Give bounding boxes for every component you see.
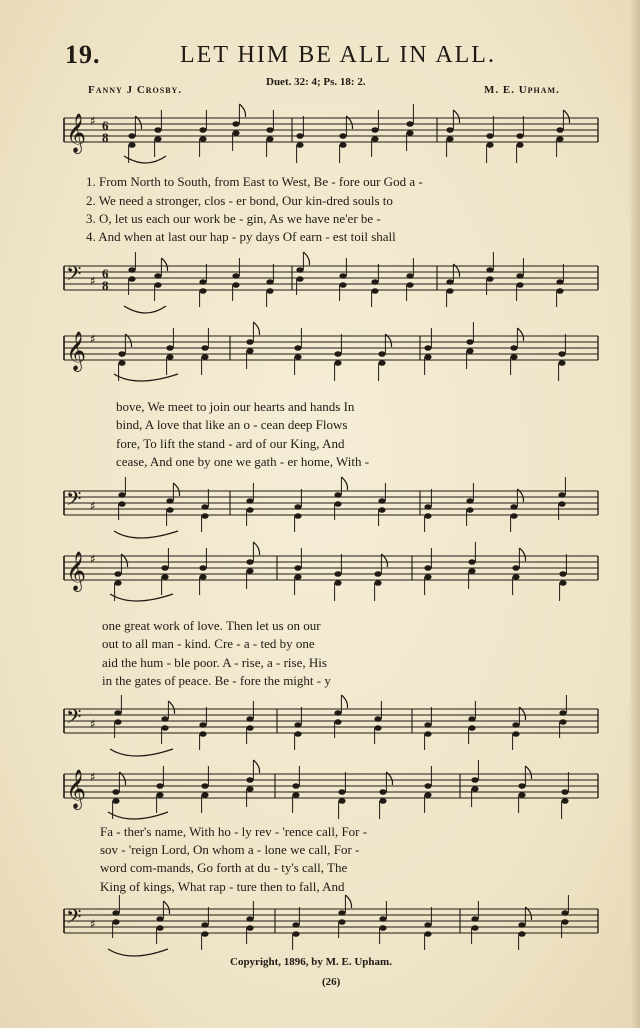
- note-flag: [173, 483, 179, 496]
- treble-notehead: [296, 142, 303, 148]
- note-flag: [563, 110, 569, 123]
- time-signature-bottom: 8: [102, 130, 109, 145]
- slur: [124, 306, 166, 313]
- treble-notehead: [468, 559, 475, 565]
- treble-notehead: [559, 571, 566, 577]
- bass-notehead: [161, 725, 168, 731]
- bass-notehead: [201, 922, 208, 928]
- treble-notehead: [156, 783, 163, 789]
- bass-notehead: [201, 931, 208, 937]
- treble-notehead: [266, 136, 273, 142]
- bass-notehead: [486, 276, 493, 282]
- treble-notehead: [199, 136, 206, 142]
- bass-notehead: [201, 513, 208, 519]
- bass-notehead: [114, 719, 121, 725]
- treble-notehead: [379, 789, 386, 795]
- lyric-line: bove, We meet to join our hearts and hands In: [116, 399, 355, 414]
- treble-notehead: [424, 574, 431, 580]
- bass-notehead: [199, 288, 206, 294]
- bass-notehead: [114, 710, 121, 716]
- key-signature-sharp: ♯: [90, 499, 96, 513]
- treble-notehead: [558, 360, 565, 366]
- treble-notehead: [556, 136, 563, 142]
- bass-notehead: [466, 498, 473, 504]
- bass-notehead: [338, 919, 345, 925]
- treble-notehead: [518, 792, 525, 798]
- treble-notehead: [118, 360, 125, 366]
- bass-notehead: [516, 282, 523, 288]
- bass-notehead: [334, 710, 341, 716]
- slur: [110, 749, 173, 756]
- treble-clef: 𝄞: [66, 551, 87, 591]
- treble-notehead: [510, 345, 517, 351]
- treble-notehead: [112, 798, 119, 804]
- bass-notehead: [374, 725, 381, 731]
- note-flag: [517, 328, 523, 341]
- treble-notehead: [232, 121, 239, 127]
- bass-notehead: [166, 507, 173, 513]
- treble-notehead: [128, 133, 135, 139]
- lyric-line: one great work of love. Then let us on our: [102, 618, 321, 633]
- treble-notehead: [232, 130, 239, 136]
- bass-notehead: [296, 276, 303, 282]
- lyric-line: word com-mands, Go forth at du - ty's call, The: [100, 860, 348, 875]
- note-flag: [345, 895, 351, 908]
- treble-notehead: [201, 345, 208, 351]
- bass-notehead: [406, 282, 413, 288]
- treble-notehead: [199, 565, 206, 571]
- treble-notehead: [112, 789, 119, 795]
- author-credit: Fanny J Crosby.: [88, 84, 183, 96]
- bass-notehead: [468, 725, 475, 731]
- treble-notehead: [201, 783, 208, 789]
- bass-notehead: [294, 504, 301, 510]
- note-flag: [239, 104, 245, 117]
- treble-notehead: [294, 574, 301, 580]
- hymn-title: LET HIM BE ALL IN ALL.: [180, 42, 496, 68]
- bass-notehead: [292, 922, 299, 928]
- treble-notehead: [424, 345, 431, 351]
- bass-notehead: [246, 507, 253, 513]
- treble-notehead: [154, 136, 161, 142]
- bass-notehead: [518, 922, 525, 928]
- note-flag: [525, 766, 531, 779]
- treble-notehead: [378, 360, 385, 366]
- treble-notehead: [424, 783, 431, 789]
- treble-notehead: [294, 354, 301, 360]
- key-signature-sharp: ♯: [90, 274, 96, 288]
- treble-notehead: [510, 354, 517, 360]
- treble-notehead: [471, 786, 478, 792]
- bass-notehead: [556, 288, 563, 294]
- treble-notehead: [468, 568, 475, 574]
- treble-notehead: [339, 142, 346, 148]
- treble-notehead: [516, 142, 523, 148]
- treble-notehead: [266, 127, 273, 133]
- bass-notehead: [294, 722, 301, 728]
- bass-notehead: [556, 279, 563, 285]
- lyric-line: sov - 'reign Lord, On whom a - lone we call, For -: [100, 842, 360, 857]
- note-flag: [253, 542, 259, 555]
- treble-notehead: [166, 345, 173, 351]
- note-flag: [519, 548, 525, 561]
- treble-notehead: [486, 133, 493, 139]
- bass-notehead: [471, 925, 478, 931]
- bass-notehead: [446, 288, 453, 294]
- bass-notehead: [561, 919, 568, 925]
- page-number: (26): [322, 976, 341, 988]
- bass-notehead: [512, 722, 519, 728]
- treble-notehead: [471, 777, 478, 783]
- slur: [124, 156, 166, 163]
- bass-notehead: [334, 719, 341, 725]
- note-flag: [163, 901, 169, 914]
- bass-notehead: [486, 267, 493, 273]
- bass-notehead: [378, 498, 385, 504]
- treble-notehead: [292, 792, 299, 798]
- bass-notehead: [161, 716, 168, 722]
- treble-clef: 𝄞: [66, 113, 87, 153]
- treble-notehead: [199, 574, 206, 580]
- slur: [114, 374, 178, 381]
- treble-notehead: [161, 574, 168, 580]
- treble-notehead: [424, 354, 431, 360]
- bass-clef: 𝄢: [66, 262, 82, 290]
- treble-notehead: [378, 351, 385, 357]
- note-flag: [253, 760, 259, 773]
- bass-notehead: [512, 731, 519, 737]
- bass-notehead: [424, 504, 431, 510]
- treble-notehead: [294, 345, 301, 351]
- bass-notehead: [339, 282, 346, 288]
- treble-notehead: [334, 360, 341, 366]
- lyric-line: bind, A love that like an o - cean deep Flows: [116, 417, 348, 432]
- bass-notehead: [510, 504, 517, 510]
- note-flag: [253, 322, 259, 335]
- treble-notehead: [114, 571, 121, 577]
- bass-notehead: [559, 719, 566, 725]
- bass-notehead: [118, 501, 125, 507]
- bass-notehead: [294, 731, 301, 737]
- key-signature-sharp: ♯: [90, 332, 96, 346]
- treble-notehead: [518, 783, 525, 789]
- lyric-line: fore, To lift the stand - ard of our King, And: [116, 436, 345, 451]
- lyric-line: in the gates of peace. Be - fore the might - y: [102, 673, 331, 688]
- treble-notehead: [154, 127, 161, 133]
- time-signature-top: 6: [102, 266, 109, 281]
- treble-notehead: [246, 777, 253, 783]
- bass-notehead: [128, 276, 135, 282]
- treble-notehead: [156, 792, 163, 798]
- treble-notehead: [374, 571, 381, 577]
- bass-notehead: [154, 273, 161, 279]
- lyric-line: out to all man - kind. Cre - a - ted by one: [102, 636, 315, 651]
- key-signature-sharp: ♯: [90, 114, 96, 128]
- treble-clef: 𝄞: [66, 769, 87, 809]
- treble-notehead: [118, 351, 125, 357]
- bass-notehead: [112, 919, 119, 925]
- bass-notehead: [424, 513, 431, 519]
- bass-notehead: [246, 925, 253, 931]
- note-flag: [341, 477, 347, 490]
- key-signature-sharp: ♯: [90, 770, 96, 784]
- treble-notehead: [512, 565, 519, 571]
- treble-notehead: [334, 580, 341, 586]
- key-signature-sharp: ♯: [90, 552, 96, 566]
- bass-clef: 𝄢: [66, 905, 82, 933]
- treble-notehead: [558, 351, 565, 357]
- slur: [114, 531, 178, 538]
- treble-clef: 𝄞: [66, 331, 87, 371]
- note-flag: [453, 110, 459, 123]
- treble-notehead: [561, 789, 568, 795]
- time-signature-top: 6: [102, 118, 109, 133]
- treble-notehead: [292, 783, 299, 789]
- treble-notehead: [466, 348, 473, 354]
- bass-notehead: [128, 267, 135, 273]
- bass-notehead: [246, 916, 253, 922]
- note-flag: [303, 252, 309, 265]
- bass-notehead: [424, 731, 431, 737]
- lyric-line: 4. And when at last our hap - py days Of earn - est toil shall: [86, 229, 396, 244]
- treble-notehead: [201, 792, 208, 798]
- bass-notehead: [468, 716, 475, 722]
- treble-notehead: [161, 565, 168, 571]
- treble-notehead: [334, 571, 341, 577]
- treble-notehead: [424, 565, 431, 571]
- treble-notehead: [246, 339, 253, 345]
- bass-notehead: [424, 931, 431, 937]
- lyric-line: King of kings, What rap - ture then to fall, And: [100, 879, 345, 894]
- lyric-line: Fa - ther's name, With ho - ly rev - 'rence call, For -: [100, 824, 368, 839]
- bass-notehead: [371, 288, 378, 294]
- bass-clef: 𝄢: [66, 487, 82, 515]
- lyric-line: 3. O, let us each our work be - gin, As we have ne'er be -: [86, 211, 381, 226]
- time-signature-bottom: 8: [102, 278, 109, 293]
- treble-notehead: [338, 789, 345, 795]
- lyric-line: cease, And one by one we gath - er home, With -: [116, 454, 370, 469]
- bass-notehead: [294, 513, 301, 519]
- treble-notehead: [559, 580, 566, 586]
- bass-notehead: [379, 916, 386, 922]
- bass-notehead: [246, 498, 253, 504]
- treble-notehead: [114, 580, 121, 586]
- treble-notehead: [296, 133, 303, 139]
- bass-notehead: [334, 492, 341, 498]
- composer-credit: M. E. Upham.: [484, 84, 560, 96]
- bass-notehead: [246, 725, 253, 731]
- treble-notehead: [406, 121, 413, 127]
- slur: [108, 812, 168, 819]
- treble-notehead: [246, 348, 253, 354]
- bass-notehead: [112, 910, 119, 916]
- lyric-line: 2. We need a stronger, clos - er bond, Our kin-dred souls to: [86, 193, 393, 208]
- bass-clef: 𝄢: [66, 705, 82, 733]
- bass-notehead: [466, 507, 473, 513]
- treble-notehead: [512, 574, 519, 580]
- bass-notehead: [296, 267, 303, 273]
- bass-notehead: [266, 279, 273, 285]
- bass-notehead: [516, 273, 523, 279]
- slur: [110, 594, 173, 601]
- treble-notehead: [199, 127, 206, 133]
- bass-notehead: [334, 501, 341, 507]
- bass-notehead: [406, 273, 413, 279]
- hymn-number: 19.: [65, 40, 101, 69]
- treble-notehead: [334, 351, 341, 357]
- bass-notehead: [559, 710, 566, 716]
- note-flag: [341, 695, 347, 708]
- bass-notehead: [232, 273, 239, 279]
- bass-notehead: [558, 492, 565, 498]
- bass-notehead: [339, 273, 346, 279]
- treble-notehead: [466, 339, 473, 345]
- treble-notehead: [486, 142, 493, 148]
- bass-notehead: [558, 501, 565, 507]
- treble-notehead: [294, 565, 301, 571]
- slur: [108, 949, 168, 956]
- note-flag: [161, 258, 167, 271]
- treble-notehead: [201, 354, 208, 360]
- bass-notehead: [471, 916, 478, 922]
- treble-notehead: [371, 136, 378, 142]
- bass-notehead: [510, 513, 517, 519]
- lyric-line: aid the hum - ble poor. A - rise, a - rise, His: [102, 655, 327, 670]
- bass-notehead: [166, 498, 173, 504]
- treble-notehead: [556, 127, 563, 133]
- lyric-line: 1. From North to South, from East to West, Be - fore our God a -: [86, 174, 423, 189]
- treble-notehead: [339, 133, 346, 139]
- bass-notehead: [201, 504, 208, 510]
- bass-notehead: [518, 931, 525, 937]
- treble-notehead: [166, 354, 173, 360]
- bass-notehead: [561, 910, 568, 916]
- treble-notehead: [246, 786, 253, 792]
- bass-notehead: [199, 731, 206, 737]
- treble-notehead: [406, 130, 413, 136]
- treble-notehead: [516, 133, 523, 139]
- note-flag: [168, 701, 174, 714]
- bass-notehead: [246, 716, 253, 722]
- treble-notehead: [246, 568, 253, 574]
- key-signature-sharp: ♯: [90, 917, 96, 931]
- key-signature-sharp: ♯: [90, 717, 96, 731]
- bass-notehead: [199, 722, 206, 728]
- bass-notehead: [424, 722, 431, 728]
- treble-notehead: [374, 580, 381, 586]
- treble-notehead: [424, 792, 431, 798]
- treble-notehead: [338, 798, 345, 804]
- copyright-notice: Copyright, 1896, by M. E. Upham.: [230, 956, 392, 968]
- bass-notehead: [371, 279, 378, 285]
- bass-notehead: [266, 288, 273, 294]
- bass-notehead: [118, 492, 125, 498]
- bass-notehead: [232, 282, 239, 288]
- treble-notehead: [446, 127, 453, 133]
- bass-notehead: [378, 507, 385, 513]
- treble-notehead: [246, 559, 253, 565]
- bass-notehead: [374, 716, 381, 722]
- bass-notehead: [446, 279, 453, 285]
- bass-notehead: [156, 916, 163, 922]
- bass-notehead: [154, 282, 161, 288]
- treble-notehead: [128, 142, 135, 148]
- bass-notehead: [379, 925, 386, 931]
- treble-notehead: [561, 798, 568, 804]
- treble-notehead: [371, 127, 378, 133]
- bass-notehead: [338, 910, 345, 916]
- bass-notehead: [424, 922, 431, 928]
- treble-notehead: [379, 798, 386, 804]
- bass-notehead: [292, 931, 299, 937]
- bass-notehead: [199, 279, 206, 285]
- scripture-reference: Duet. 32: 4; Ps. 18: 2.: [266, 76, 366, 88]
- bass-notehead: [156, 925, 163, 931]
- treble-notehead: [446, 136, 453, 142]
